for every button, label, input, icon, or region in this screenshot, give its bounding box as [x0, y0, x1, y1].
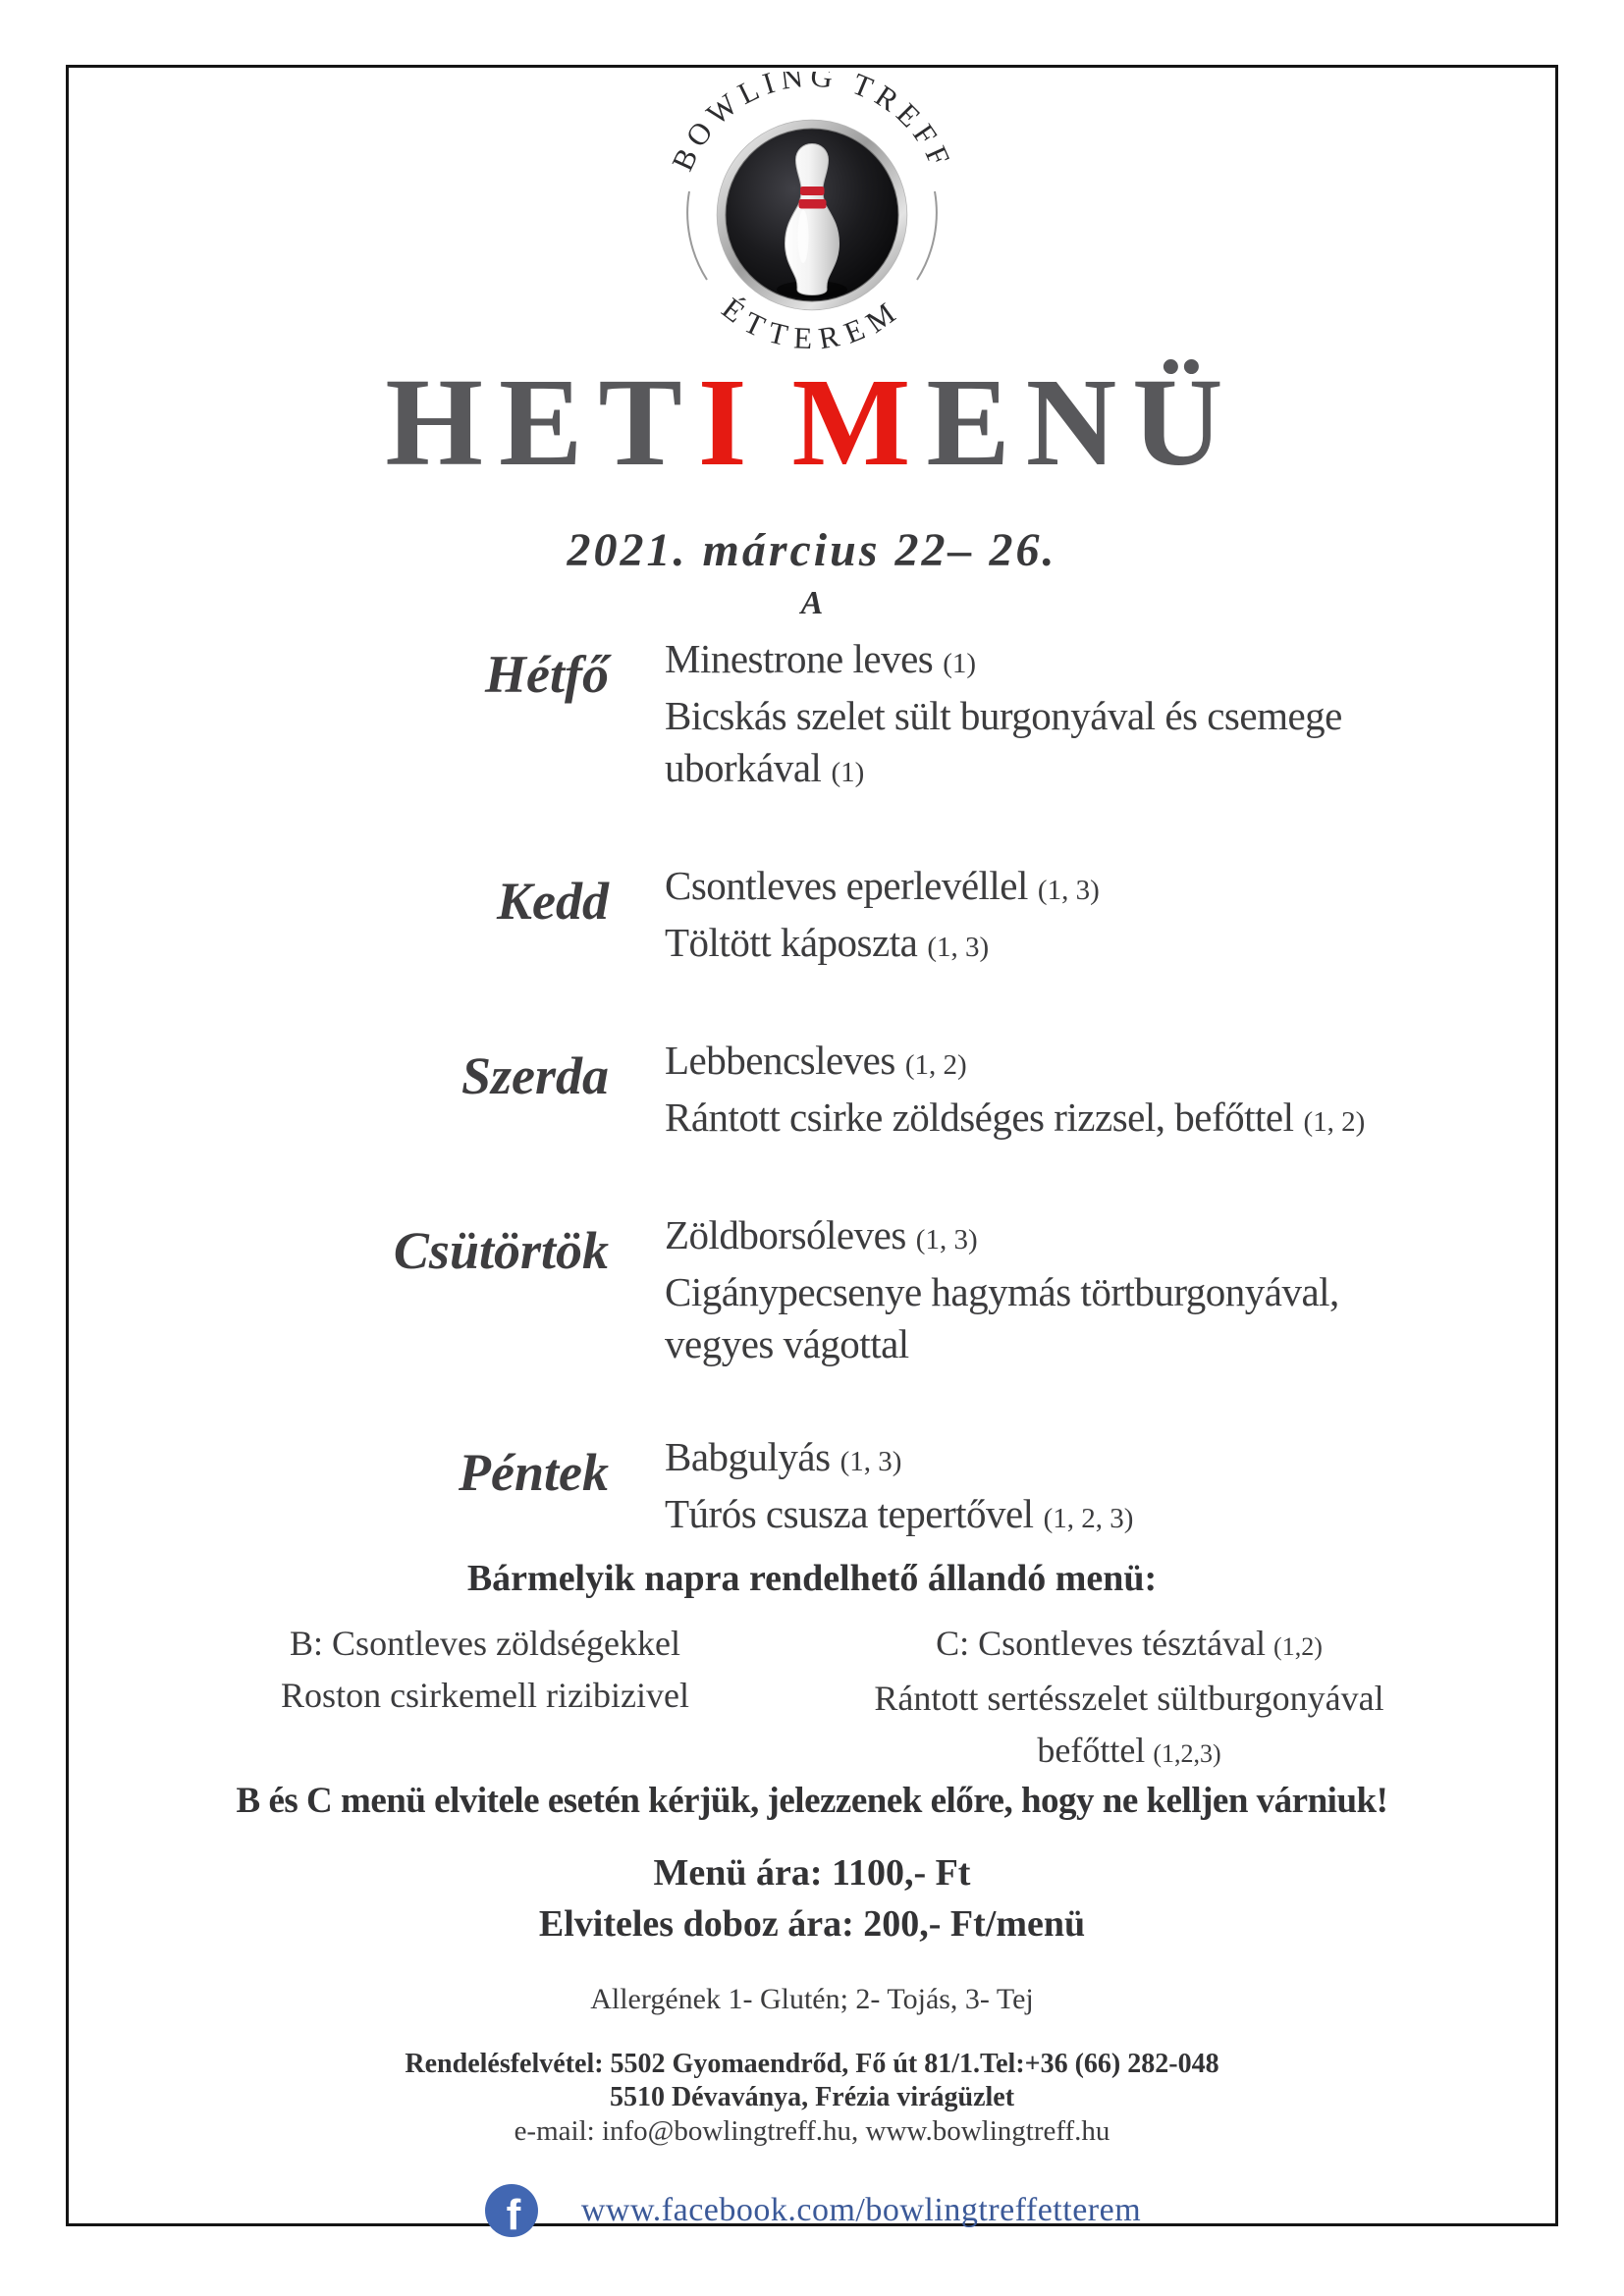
dish-text: uborkával — [665, 745, 822, 790]
pin-stripe-top — [800, 187, 825, 195]
dish-line — [171, 1670, 799, 1722]
menu-b-column — [171, 1618, 799, 1722]
second-location-line: 5510 Dévaványa, Frézia virágüzlet — [609, 2082, 1015, 2112]
dish-text: Csontleves eperlevéllel — [665, 863, 1028, 908]
allergen-codes: (1, 3) — [927, 932, 990, 963]
day-dishes — [665, 633, 1342, 799]
weekly-menu-table — [0, 633, 1624, 1606]
dish-line — [665, 1035, 1365, 1092]
allergens-legend: Allergének 1- Glutén; 2- Tojás, 3- Tej — [590, 1983, 1034, 2015]
logo-right-arc — [917, 191, 937, 280]
dish-text: Babgulyás — [665, 1434, 831, 1479]
page-title — [0, 352, 1624, 492]
standing-menu-columns — [0, 1618, 1624, 1774]
dish-text: Töltött káposzta — [665, 920, 918, 965]
day-label: Csütörtök — [393, 1221, 609, 1280]
contact-section — [0, 2048, 1624, 2148]
day-dishes — [665, 1431, 1133, 1545]
logo-left-arc — [687, 191, 707, 280]
menu-row-thursday — [0, 1209, 1624, 1370]
dish-line — [171, 1618, 799, 1670]
menu-row-tuesday — [0, 860, 1624, 974]
dish-text: Rántott sertésszelet sültburgonyával — [874, 1679, 1384, 1718]
day-dishes — [665, 1035, 1365, 1148]
dish-line — [665, 860, 1100, 917]
bowling-logo-icon — [630, 72, 994, 366]
allergen-codes: (1, 3) — [839, 1446, 902, 1477]
dish-text: Cigánypecsenye hagymás törtburgonyával, — [665, 1269, 1339, 1314]
standing-menu-heading: Bármelyik napra rendelhető állandó menü: — [466, 1558, 1158, 1599]
day-label: Hétfő — [485, 645, 609, 704]
title-gray-2: ENÜ — [926, 352, 1239, 492]
dish-line — [665, 1266, 1339, 1318]
takeaway-note: B és C menü elvitele esetén kérjük, jelezzenek előre, hogy ne kelljen várniuk! — [236, 1781, 1388, 1821]
day-label: Szerda — [460, 1046, 609, 1105]
dish-line — [665, 690, 1342, 742]
menu-c-column — [785, 1618, 1473, 1780]
date-range: 2021. március 22– 26. — [567, 524, 1057, 576]
standing-menu-section — [0, 1553, 1624, 1826]
dish-line — [665, 742, 1342, 799]
title-red-2: M — [791, 352, 927, 492]
dish-text: Túrós csusza tepertővel — [665, 1491, 1034, 1536]
facebook-icon — [483, 2182, 540, 2239]
allergen-codes: (1, 2) — [904, 1049, 967, 1081]
facebook-link[interactable]: www.facebook.com/bowlingtreffetterem — [580, 2192, 1142, 2228]
price-section — [0, 1847, 1624, 1949]
menu-letter-a: A — [800, 585, 824, 621]
allergen-codes: (1) — [831, 757, 865, 788]
allergen-codes: (1, 2) — [1303, 1106, 1366, 1138]
dish-line — [665, 1092, 1365, 1148]
menu-row-monday — [0, 633, 1624, 799]
allergen-codes: (1, 3) — [915, 1224, 978, 1255]
pin-stripe-bottom — [799, 199, 827, 209]
title-red-1: I — [697, 352, 763, 492]
dish-text: vegyes vágottal — [665, 1321, 909, 1366]
dish-text: Zöldborsóleves — [665, 1212, 906, 1257]
dish-text: B: Csontleves zöldségekkel — [290, 1624, 680, 1663]
dish-line — [785, 1618, 1473, 1673]
dish-text: Roston csirkemell rizibizivel — [281, 1676, 689, 1715]
menu-row-friday — [0, 1431, 1624, 1545]
day-dishes — [665, 860, 1100, 974]
dish-text: Minestrone leves — [665, 636, 934, 681]
dish-line — [665, 633, 1342, 690]
logo-arc-top-text: BOWLING TREFF — [665, 72, 959, 177]
dish-text: befőttel — [1037, 1731, 1146, 1770]
day-label: Péntek — [459, 1443, 609, 1502]
takeaway-box-price: Elviteles doboz ára: 200,- Ft/menü — [538, 1903, 1086, 1945]
order-contact-line: Rendelésfelvétel: 5502 Gyomaendrőd, Fő út 81/1.Tel:+36 (66) 282-048 — [405, 2049, 1219, 2079]
dish-text: Bicskás szelet sült burgonyával és csemege — [665, 693, 1342, 738]
dish-line — [665, 1431, 1133, 1488]
menu-row-wednesday — [0, 1035, 1624, 1148]
dish-text: C: Csontleves tésztával — [936, 1624, 1267, 1663]
allergen-codes: (1) — [943, 648, 977, 679]
svg-text:f: f — [506, 2191, 521, 2239]
allergen-codes: (1,2) — [1273, 1632, 1323, 1661]
dish-line — [665, 1318, 1339, 1370]
restaurant-logo — [630, 72, 994, 366]
pin-highlight — [798, 210, 809, 263]
dish-text: Rántott csirke zöldséges rizzsel, befőttel — [665, 1095, 1294, 1140]
title-gray-1: HET — [385, 352, 698, 492]
logo-arc-bottom-text: ÉTTEREM — [715, 291, 909, 356]
dish-line — [665, 1488, 1133, 1545]
email-line: e-mail: info@bowlingtreff.hu, www.bowlingtreff.hu — [514, 2115, 1110, 2147]
dish-line — [785, 1725, 1473, 1780]
allergen-codes: (1,2,3) — [1153, 1739, 1221, 1768]
dish-text: Lebbencsleves — [665, 1038, 895, 1083]
allergen-codes: (1, 2, 3) — [1043, 1503, 1134, 1534]
day-dishes — [665, 1209, 1339, 1370]
dish-line — [665, 1209, 1339, 1266]
dish-line — [665, 917, 1100, 974]
day-label: Kedd — [497, 872, 609, 931]
facebook-row — [0, 2181, 1624, 2240]
allergen-codes: (1, 3) — [1037, 875, 1100, 906]
menu-price: Menü ára: 1100,- Ft — [653, 1852, 971, 1894]
dish-line — [785, 1673, 1473, 1725]
